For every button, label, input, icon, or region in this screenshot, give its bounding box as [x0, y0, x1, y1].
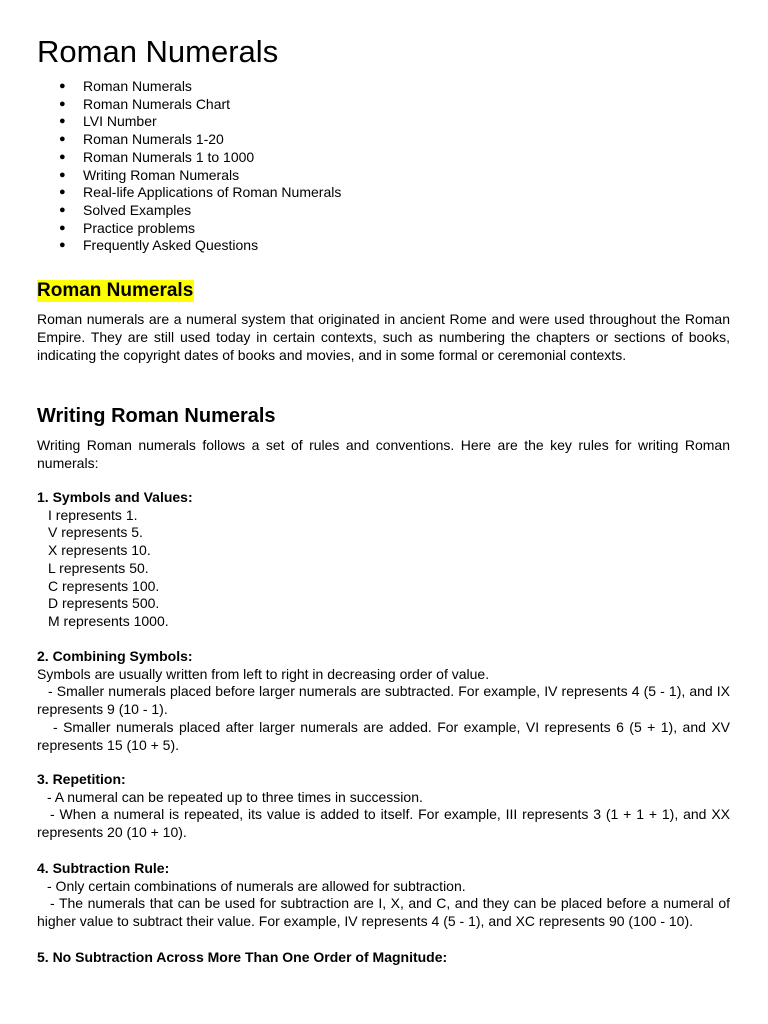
- rule-3-line: - A numeral can be repeated up to three times in succession.: [47, 788, 423, 805]
- toc-item: [37, 131, 341, 149]
- toc-item: [37, 113, 341, 131]
- rule-3-line: - When a numeral is repeated, its value is added to itself. For example, III represents 3 (1 + 1 + 1), and XX represents 20 (10 + 10).: [37, 806, 730, 841]
- page-title: Roman Numerals: [37, 34, 279, 69]
- rule-4-line: - The numerals that can be used for subtraction are I, X, and C, and they can be placed before a numeral of higher value to subtract their value. For example, IV represents 4 (5 - 1), and XC represents 90 (100 - 10).: [37, 895, 730, 930]
- toc-item-label: Solved Examples: [83, 201, 192, 218]
- intro-heading: [37, 279, 194, 303]
- toc-item-label: Roman Numerals 1 to 1000: [83, 148, 255, 165]
- writing-intro-paragraph: Writing Roman numerals follows a set of rules and conventions. Here are the key rules for writing Roman numerals:: [37, 437, 730, 471]
- rule-2-title: 2. Combining Symbols:: [37, 648, 193, 664]
- rule-3-section: [37, 771, 730, 842]
- table-of-contents: [37, 78, 341, 255]
- toc-item-label: Practice problems: [83, 219, 196, 236]
- toc-item: [37, 220, 341, 238]
- intro-heading-highlight: Roman Numerals: [37, 280, 194, 301]
- symbol-value-item: X represents 10.: [48, 542, 151, 559]
- bullet-icon: ●: [59, 115, 66, 128]
- bullet-icon: ●: [59, 239, 66, 252]
- symbol-value-item: I represents 1.: [48, 506, 138, 523]
- toc-item: [37, 149, 341, 167]
- rule-4-line: - Only certain combinations of numerals are allowed for subtraction.: [47, 877, 466, 894]
- toc-item: [37, 184, 341, 202]
- toc-item-label: Writing Roman Numerals: [83, 166, 240, 183]
- rule-2-line: Symbols are usually written from left to right in decreasing order of value.: [37, 665, 490, 682]
- intro-paragraph: Roman numerals are a numeral system that originated in ancient Rome and were used throughout the Roman Empire. They are still used today in certain contexts, such as numbering the chapters or sections of books, indicating the copyright dates of books and movies, and in some formal or ceremonial contexts.: [37, 311, 730, 363]
- rule-2-line: - Smaller numerals placed before larger numerals are subtracted. For example, IV represents 4 (5 - 1), and IX represents 9 (10 - 1).: [37, 683, 730, 718]
- bullet-icon: ●: [59, 133, 66, 146]
- toc-item: [37, 202, 341, 220]
- bullet-icon: ●: [59, 221, 66, 234]
- rule-5-title: 5. No Subtraction Across More Than One Order of Magnitude:: [37, 949, 448, 965]
- rule-1-section: [37, 489, 730, 631]
- toc-item: [37, 167, 341, 185]
- symbol-value-item: D represents 500.: [48, 595, 160, 612]
- symbol-value-item: V represents 5.: [48, 524, 143, 541]
- bullet-icon: ●: [59, 150, 66, 163]
- toc-item-label: Roman Numerals Chart: [83, 95, 231, 112]
- bullet-icon: ●: [59, 203, 66, 216]
- toc-item-label: Frequently Asked Questions: [83, 237, 259, 254]
- bullet-icon: ●: [59, 97, 66, 110]
- rule-5-section: [37, 949, 730, 967]
- rule-2-line: - Smaller numerals placed after larger numerals are added. For example, VI represents 6 (5 + 1), and XV represents 15 (10 + 5).: [37, 718, 730, 753]
- symbol-value-item: L represents 50.: [48, 559, 149, 576]
- bullet-icon: ●: [59, 186, 66, 199]
- bullet-icon: ●: [59, 168, 66, 181]
- toc-item-label: Roman Numerals: [83, 78, 192, 94]
- rule-3-title: 3. Repetition:: [37, 771, 126, 787]
- rule-1-title: 1. Symbols and Values:: [37, 489, 193, 505]
- bullet-icon: ●: [59, 80, 66, 92]
- rule-4-title: 4. Subtraction Rule:: [37, 860, 170, 876]
- toc-item: [37, 78, 341, 96]
- rule-4-section: [37, 860, 730, 931]
- toc-item: [37, 237, 341, 255]
- toc-item: [37, 96, 341, 114]
- toc-item-label: LVI Number: [83, 113, 157, 130]
- toc-item-label: Roman Numerals 1-20: [83, 131, 224, 148]
- rule-2-section: [37, 648, 730, 754]
- toc-item-label: Real-life Applications of Roman Numerals: [83, 184, 342, 201]
- symbol-value-item: C represents 100.: [48, 577, 160, 594]
- symbol-value-item: M represents 1000.: [48, 612, 169, 629]
- writing-heading: Writing Roman Numerals: [37, 405, 276, 427]
